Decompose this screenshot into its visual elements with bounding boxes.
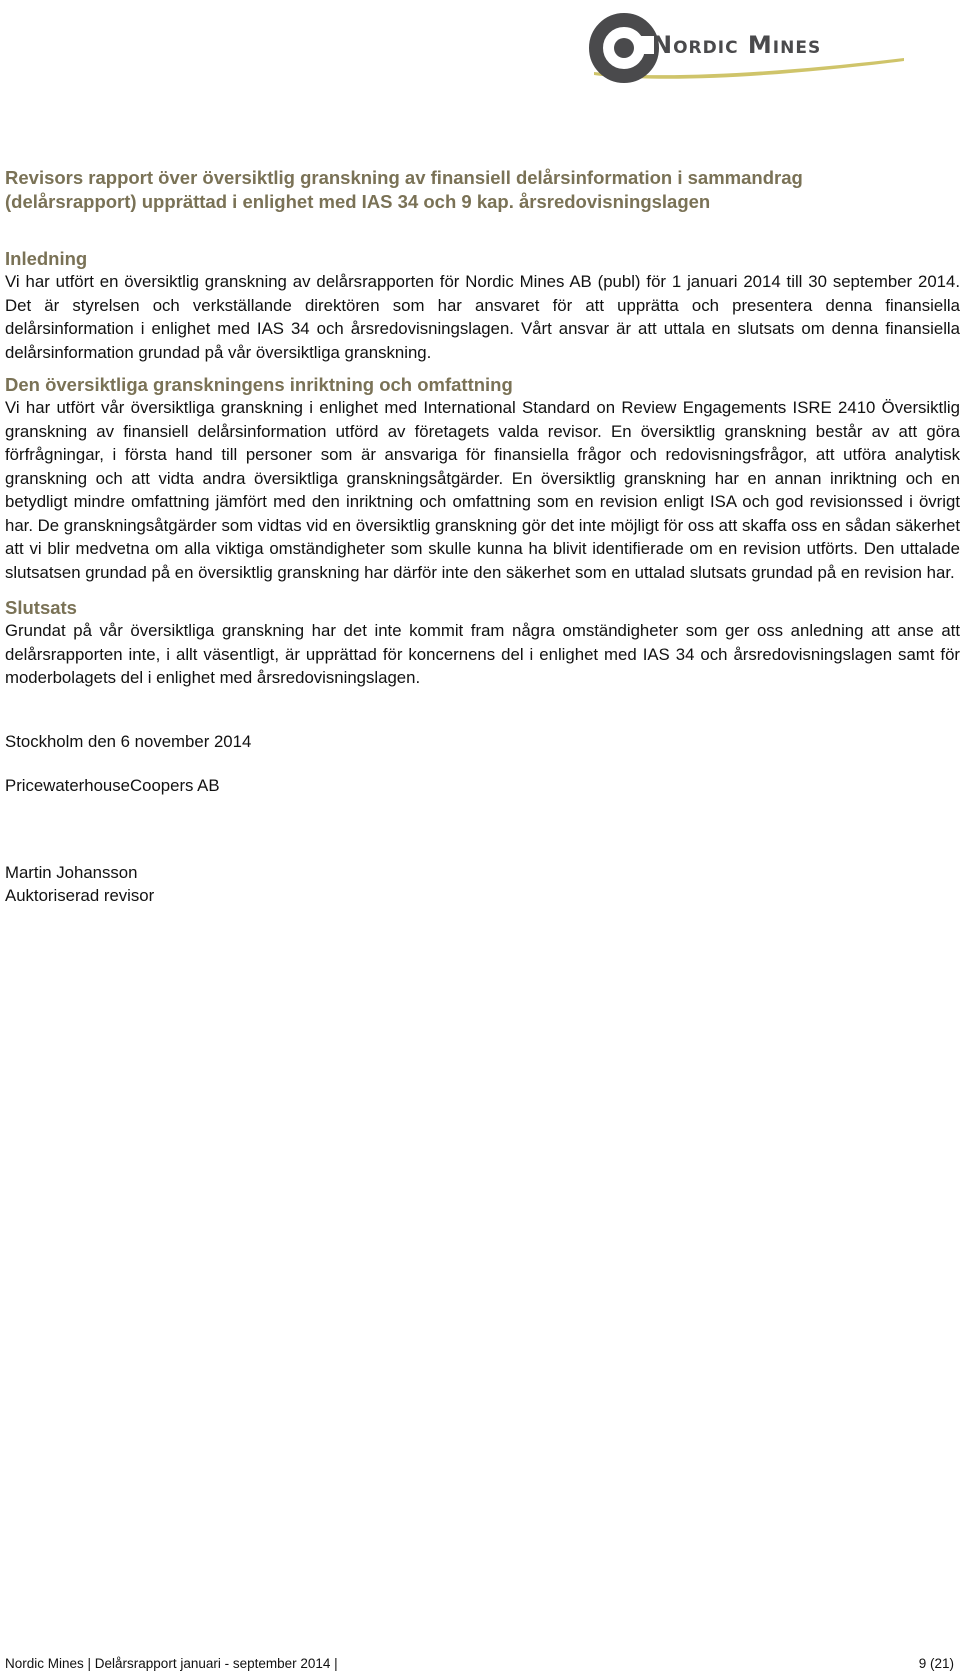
signer-name: Martin Johansson <box>5 862 138 882</box>
place-date: Stockholm den 6 november 2014 <box>5 731 252 751</box>
section-heading-slutsats: Slutsats <box>5 597 77 618</box>
audit-firm: PricewaterhouseCoopers AB <box>5 776 220 795</box>
nordic-mines-logo <box>586 6 906 116</box>
report-title-line-1: Revisors rapport över översiktlig granskning av finansiell delårsinformation i sammandrag <box>5 167 803 188</box>
section-heading-inledning: Inledning <box>5 248 88 269</box>
logo-text: Nordic Mines <box>652 31 822 59</box>
footer-report-label: Nordic Mines | Delårsrapport januari - september 2014 | <box>5 1656 338 1671</box>
section-text-slutsats: Grundat på vår översiktliga granskning har det inte kommit fram några omständigheter som ger oss anledning att anse att delårsrapporten inte, i allt väsentligt, är upprättad för koncernens del i enlighet med IAS 34 och årsredovisningslagen samt för moderbolagets del i enlighet med årsredovisningslagen. <box>5 621 960 687</box>
page-number: 9 (21) <box>918 1656 954 1671</box>
section-heading-inriktning: Den översiktliga granskningens inriktning och omfattning <box>5 374 513 395</box>
page-footer <box>5 1656 960 1672</box>
signer-title: Auktoriserad revisor <box>5 886 155 905</box>
section-text-inriktning: Vi har utfört vår översiktliga granskning i enlighet med International Standard on Review Engagements ISRE 2410 Översiktlig granskning av finansiell delårsinformation utförd av företagets valda revisor. En översiktlig granskning består av att göra förfrågningar, i första hand till personer som är ansvariga för finansiella frågor och redovisningsfrågor, att utföra analytisk granskning och att vidta andra översiktliga granskningsåtgärder. En översiktlig granskning har en annan inriktning och en betydligt mindre omfattning jämfört med den inriktning och omfattning som en revision enligt ISA och god revisionssed i övrigt har. De granskningsåtgärder som vidtas vid en översiktlig granskning gör det inte möjligt för oss att skaffa oss en sådan säkerhet att vi blir medvetna om alla viktiga omständigheter som skulle kunna ha blivit identifierade om en revision utförts. Den uttalade slutsatsen grundad på en översiktlig granskning har därför inte den säkerhet som en uttalad slutsats grundad på en revision har. <box>5 398 960 582</box>
section-text-inledning: Vi har utfört en översiktlig granskning av delårsrapporten för Nordic Mines AB (publ) för 1 januari 2014 till 30 september 2014. Det är styrelsen och verkställande direktören som har ansvaret för att upprätta och presentera denna finansiella delårsinformation i enlighet med IAS 34 och årsredovisningslagen. Vårt ansvar är att uttala en slutsats om denna finansiella delårsinformation grundad på vår översiktliga granskning. <box>5 272 960 362</box>
report-title-line-2: (delårsrapport) upprättad i enlighet med IAS 34 och 9 kap. årsredovisningslagen <box>5 191 711 212</box>
nordic-mines-ring-icon <box>596 20 654 76</box>
report-title <box>5 166 960 214</box>
report-body <box>5 166 960 908</box>
